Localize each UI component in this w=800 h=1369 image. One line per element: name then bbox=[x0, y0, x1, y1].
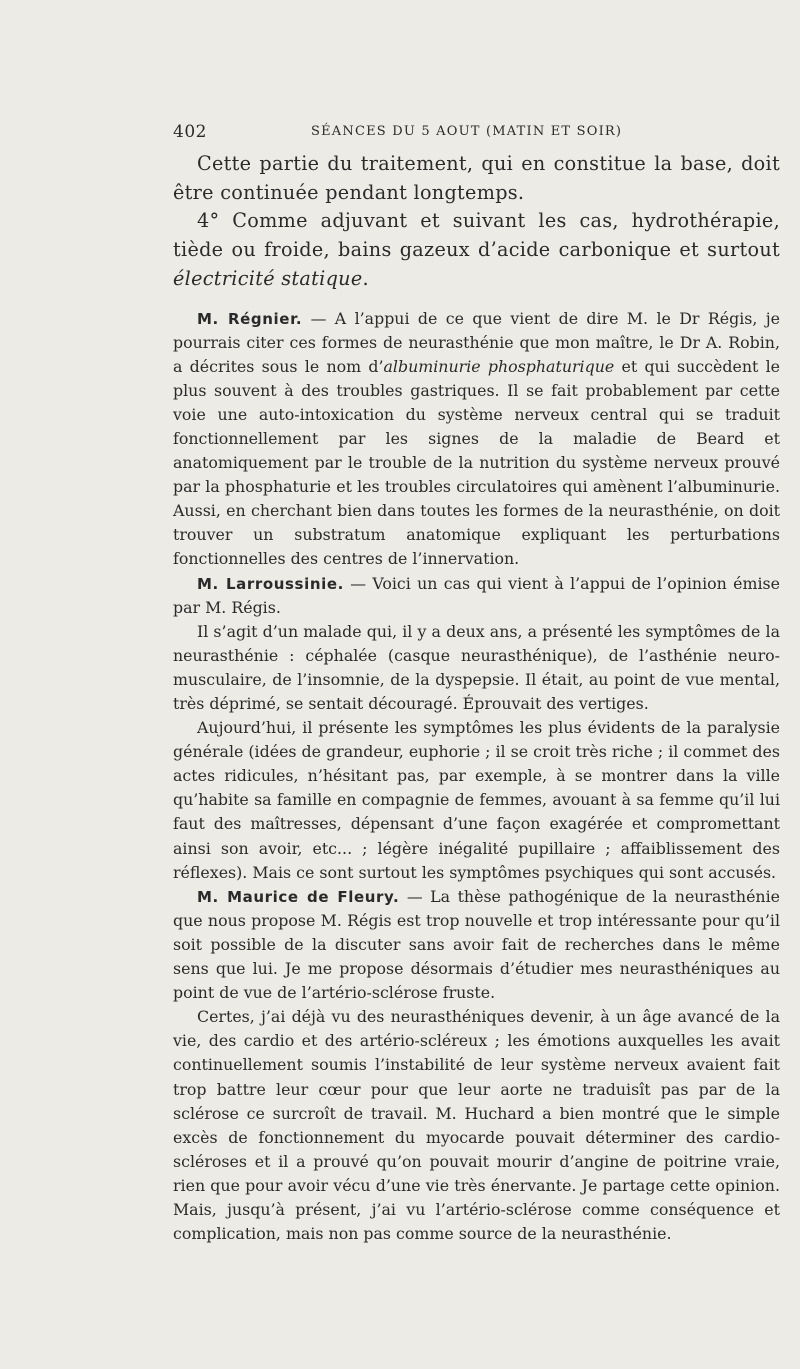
larroussinie-paragraph-3: Aujourd’hui, il présente les symptômes les plus évidents de la paralysie générale (idées de grandeur, euphorie ; il se croit très riche ; il commet des actes ridicules, n’hésitant pas, par exemple, à se montrer dans la ville qu’habite sa famille en compagnie de femmes, avouant à sa femme qu’il lui faut des maîtresses, dépensant d’une façon exagérée et compromettant ainsi son avoir, etc... ; légère inégalité pupillaire ; affaiblissement des réflexes). Mais ce sont surtout les symptômes psychiques qui sont accusés. bbox=[173, 718, 780, 882]
fleury-text-1: — La thèse pathogénique de la neurasthénie que nous propose M. Régis est trop nouvelle et trop intéressante pour qu’il soit possible de la discuter sans avoir fait de recherches dans le même sens que lui. Je me propose désormais d’étudier mes neurasthéniques au point de vue de l’artério-sclérose fruste. bbox=[173, 886, 780, 1003]
lead-paragraph-2-end: . bbox=[362, 266, 369, 290]
speaker-regnier: M. Régnier. bbox=[197, 309, 303, 328]
page-body bbox=[173, 150, 780, 1246]
lead-paragraph-2 bbox=[173, 207, 780, 293]
lead-paragraph-2-text: 4° Comme adjuvant et suivant les cas, hydrothérapie, tiède ou froide, bains gazeux d’acide carbonique et surtout bbox=[173, 209, 780, 262]
speaker-fleury: M. Maurice de Fleury. bbox=[197, 887, 400, 906]
regnier-text-1: — A l’appui de ce que vient de dire M. le Dr Régis, je pourrais citer ces formes de neurasthénie que mon maître, le Dr A. Robin, a décrites sous le nom d’ bbox=[173, 308, 780, 376]
page-number: 402 bbox=[173, 122, 207, 142]
regnier-text-2: et qui succèdent le plus souvent à des troubles gastriques. Il se fait probablement par cette voie une auto-intoxication du système nerveux central qui se traduit fonctionnellement par les signes de la maladie de Beard et anatomiquement par le trouble de la nutrition du système nerveux prouvé par la phosphaturie et les troubles circulatoires qui amènent l’albuminurie. Aussi, en cherchant bien dans toutes les formes de la neurasthénie, on doit trouver un substratum anatomique expliquant les perturbations fonctionnelles des centres de l’innervation. bbox=[173, 356, 780, 569]
larroussinie-text-1: — Voici un cas qui vient à l’appui de l’opinion émise par M. Régis. bbox=[173, 573, 780, 617]
larroussinie-paragraph-1 bbox=[173, 572, 780, 620]
regnier-paragraph bbox=[173, 307, 780, 572]
lead-paragraph-2-italic: électricité statique bbox=[173, 266, 363, 290]
speaker-larroussinie: M. Larroussinie. bbox=[197, 574, 344, 593]
larroussinie-paragraph-2: Il s’agit d’un malade qui, il y a deux ans, a présenté les symptômes de la neurasthénie : céphalée (casque neurasthénique), de l’asthénie neuro-musculaire, de l’insomnie, de la dyspepsie. Il était, au point de vue mental, très déprimé, se sentait découragé. Éprouvait des vertiges. bbox=[173, 621, 780, 714]
fleury-paragraph-1 bbox=[173, 885, 780, 1005]
fleury-paragraph-2: Certes, j’ai déjà vu des neurasthéniques devenir, à un âge avancé de la vie, des cardio et des artério-scléreux ; les émotions auxquelles les avait continuellement soumis l’instabilité de leur système nerveux avaient fait trop battre leur cœur pour que leur aorte ne traduisît pas par de la sclérose ce surcroît de travail. M. Huchard a bien montré que le simple excès de fonctionnement du myocarde pouvait déterminer des cardio-scléroses et il a prouvé qu’on pouvait mourir d’angine de poitrine vraie, rien que pour avoir vécu d’une vie très énervante. Je partage cette opinion. Mais, jusqu’à présent, j’ai vu l’artério-sclérose comme conséquence et complication, mais non pas comme source de la neurasthénie. bbox=[173, 1007, 780, 1244]
running-title: SÉANCES DU 5 AOUT (MATIN ET SOIR) bbox=[311, 124, 623, 139]
discussion-section bbox=[173, 307, 780, 1247]
regnier-italic: albuminurie phosphaturique bbox=[383, 356, 615, 376]
lead-section bbox=[173, 150, 780, 294]
lead-paragraph-1: Cette partie du traitement, qui en constitue la base, doit être continuée pendant longtemps. bbox=[173, 152, 780, 204]
